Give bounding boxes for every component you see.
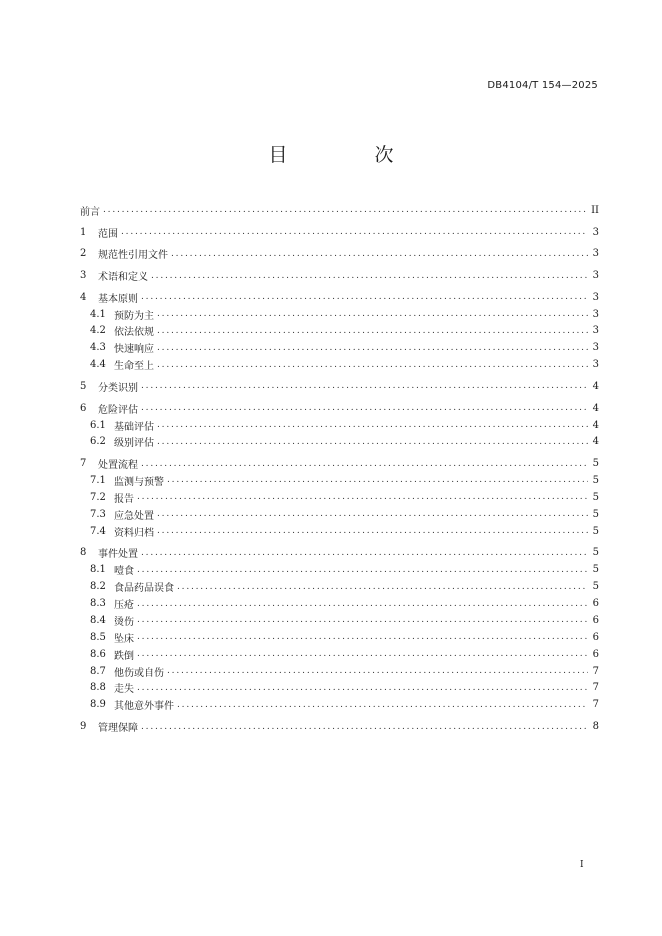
toc-entry-page: 3 <box>592 270 599 281</box>
toc-dot-leader <box>137 565 588 575</box>
toc-entry-number: 8.2 <box>90 581 106 593</box>
toc-dot-leader <box>167 666 588 676</box>
toc-dot-leader <box>141 403 588 413</box>
toc-entry-number: 7.3 <box>90 508 106 520</box>
toc-entry-page: 6 <box>592 598 599 610</box>
toc-entry[interactable] <box>80 561 599 578</box>
toc-entry-title: 压疮 <box>114 600 134 612</box>
toc-entry-title: 生命至上 <box>114 361 154 373</box>
toc-entry-title: 监测与预警 <box>114 476 164 488</box>
toc-entry-number: 4.4 <box>90 359 106 371</box>
toc-entry-number: 1 <box>80 226 87 238</box>
toc-entry[interactable] <box>80 417 599 434</box>
toc-entry-title: 食品药品误食 <box>114 583 174 595</box>
toc-entry-page: 7 <box>592 682 599 694</box>
toc-entry[interactable] <box>80 472 599 489</box>
toc-entry-title: 管理保障 <box>98 723 138 735</box>
toc-entry-page: 3 <box>592 308 599 320</box>
toc-entry[interactable] <box>80 629 599 646</box>
toc-dot-leader <box>157 437 588 447</box>
toc-dot-leader <box>141 381 588 391</box>
document-code: DB4104/T 154—2025 <box>487 80 598 91</box>
toc-entry[interactable] <box>80 339 599 356</box>
toc-entry-number: 8 <box>80 547 87 559</box>
page-title: 目 次 <box>268 144 428 166</box>
toc-entry-number: 9 <box>80 721 87 733</box>
toc-dot-leader <box>157 526 588 536</box>
toc-entry[interactable] <box>80 267 599 284</box>
toc-entry-page: 6 <box>592 648 599 660</box>
toc-entry-title: 烫伤 <box>114 616 134 628</box>
toc-entry[interactable] <box>80 612 599 629</box>
toc-dot-leader <box>157 309 588 319</box>
toc-entry-title: 噎食 <box>114 566 134 578</box>
toc-entry-page: 4 <box>592 402 599 414</box>
toc-entry-number: 5 <box>80 380 87 392</box>
toc-entry[interactable] <box>80 646 599 663</box>
toc-entry[interactable] <box>80 245 599 262</box>
toc-entry-page: 7 <box>592 665 599 677</box>
toc-dot-leader <box>177 700 588 710</box>
toc-entry-number: 2 <box>80 248 87 260</box>
toc-dot-leader <box>137 632 588 642</box>
toc-entry-page: 3 <box>592 342 599 354</box>
toc-entry-title: 快速响应 <box>114 344 154 356</box>
toc-dot-leader <box>171 249 588 259</box>
table-of-contents <box>80 202 599 735</box>
toc-entry-title: 坠床 <box>114 633 134 645</box>
toc-entry[interactable] <box>80 544 599 561</box>
toc-entry[interactable] <box>80 680 599 697</box>
toc-dot-leader <box>137 649 588 659</box>
toc-entry-number: 3 <box>80 270 87 281</box>
toc-entry-page: 3 <box>592 291 599 303</box>
toc-entry-number: 6 <box>80 402 87 414</box>
toc-entry[interactable] <box>80 306 599 323</box>
toc-entry-page: 5 <box>592 564 599 576</box>
toc-entry[interactable] <box>80 595 599 612</box>
toc-entry-title: 术语和定义 <box>98 272 148 283</box>
toc-entry-title: 分类识别 <box>98 382 138 394</box>
toc-entry-title: 资料归档 <box>114 527 154 539</box>
toc-dot-leader <box>177 582 588 592</box>
toc-dot-leader <box>103 205 588 215</box>
toc-entry-title: 报告 <box>114 493 134 505</box>
toc-dot-leader <box>137 492 588 502</box>
toc-entry-page: 5 <box>592 547 599 559</box>
toc-entry-title: 规范性引用文件 <box>98 250 168 262</box>
toc-entry-number: 4.3 <box>90 342 106 354</box>
toc-entry-number: 8.4 <box>90 614 106 626</box>
toc-entry-title: 级别评估 <box>114 438 154 450</box>
toc-entry-number: 8.3 <box>90 598 106 610</box>
toc-entry-page: 3 <box>592 226 599 238</box>
toc-entry-title: 应急处置 <box>114 510 154 522</box>
toc-entry-page: 5 <box>592 525 599 537</box>
toc-entry-title: 他伤或自伤 <box>114 667 164 679</box>
toc-entry-page: 4 <box>592 380 599 392</box>
toc-entry-page: 6 <box>592 614 599 626</box>
toc-dot-leader <box>141 292 588 302</box>
toc-entry[interactable] <box>80 506 599 523</box>
toc-entry-number: 6.2 <box>90 436 106 448</box>
toc-entry-title: 范围 <box>98 228 118 240</box>
toc-dot-leader <box>141 548 588 558</box>
toc-entry-page: 4 <box>592 436 599 448</box>
toc-entry[interactable] <box>80 224 599 241</box>
toc-entry-page: 5 <box>592 508 599 520</box>
toc-entry-number: 7.4 <box>90 525 106 537</box>
toc-entry-number: 4 <box>80 291 87 303</box>
toc-entry[interactable] <box>80 578 599 595</box>
page-number: I <box>580 860 584 870</box>
toc-entry[interactable] <box>80 323 599 340</box>
toc-entry-number: 8.8 <box>90 682 106 694</box>
toc-entry-number: 8.9 <box>90 699 106 711</box>
toc-entry-page: 7 <box>592 699 599 711</box>
toc-entry[interactable] <box>80 202 599 219</box>
toc-dot-leader <box>137 599 588 609</box>
toc-entry-number: 8.5 <box>90 631 106 643</box>
toc-dot-leader <box>157 509 588 519</box>
toc-entry-title: 处置流程 <box>98 460 138 472</box>
toc-entry[interactable] <box>80 663 599 680</box>
toc-entry-title: 依法依规 <box>114 327 154 339</box>
toc-entry-number: 8.6 <box>90 648 106 660</box>
toc-entry[interactable] <box>80 489 599 506</box>
toc-entry-page: 8 <box>592 721 599 733</box>
toc-entry-number: 8.7 <box>90 665 106 677</box>
toc-entry-page: 6 <box>592 631 599 643</box>
toc-dot-leader <box>157 360 588 370</box>
toc-entry-page: 4 <box>592 419 599 431</box>
toc-entry-title: 跌倒 <box>114 650 134 662</box>
toc-entry-number: 4.2 <box>90 325 106 337</box>
toc-dot-leader <box>137 615 588 625</box>
toc-entry-page: 5 <box>592 581 599 593</box>
toc-entry-page: 3 <box>592 248 599 260</box>
toc-entry-page: 3 <box>592 325 599 337</box>
toc-entry[interactable] <box>80 696 599 713</box>
toc-entry-title: 危险评估 <box>98 404 138 416</box>
toc-entry-number: 7.1 <box>90 474 106 486</box>
toc-entry-number: 7.2 <box>90 491 106 503</box>
toc-dot-leader <box>157 420 588 430</box>
toc-entry[interactable] <box>80 718 599 735</box>
toc-dot-leader <box>121 227 588 237</box>
toc-entry-number: 7 <box>80 458 87 470</box>
toc-entry-page: 3 <box>592 359 599 371</box>
toc-dot-leader <box>157 343 588 353</box>
toc-dot-leader <box>141 459 588 469</box>
toc-entry-title: 基本原则 <box>98 293 138 305</box>
toc-entry[interactable] <box>80 455 599 472</box>
toc-entry-title: 事件处置 <box>98 549 138 561</box>
toc-dot-leader <box>157 326 588 336</box>
toc-entry-number: 8.1 <box>90 564 106 576</box>
toc-entry[interactable] <box>80 378 599 395</box>
toc-entry-page: 5 <box>592 458 599 470</box>
toc-entry[interactable] <box>80 289 599 306</box>
toc-dot-leader <box>137 683 588 693</box>
toc-entry[interactable] <box>80 400 599 417</box>
toc-dot-leader <box>151 271 588 281</box>
toc-entry-title: 前言 <box>80 206 100 218</box>
toc-entry[interactable] <box>80 356 599 373</box>
toc-entry-title: 走失 <box>114 684 134 696</box>
toc-entry[interactable] <box>80 433 599 450</box>
toc-entry-title: 预防为主 <box>114 310 154 322</box>
toc-entry-number: 4.1 <box>90 308 106 320</box>
toc-entry[interactable] <box>80 523 599 540</box>
toc-entry-page: 5 <box>592 474 599 486</box>
toc-entry-title: 其他意外事件 <box>114 701 174 713</box>
toc-entry-title: 基础评估 <box>114 421 154 433</box>
toc-entry-page: 5 <box>592 491 599 503</box>
toc-dot-leader <box>167 475 588 485</box>
toc-entry-page: II <box>591 204 599 216</box>
toc-entry-number: 6.1 <box>90 419 106 431</box>
toc-dot-leader <box>141 722 588 732</box>
